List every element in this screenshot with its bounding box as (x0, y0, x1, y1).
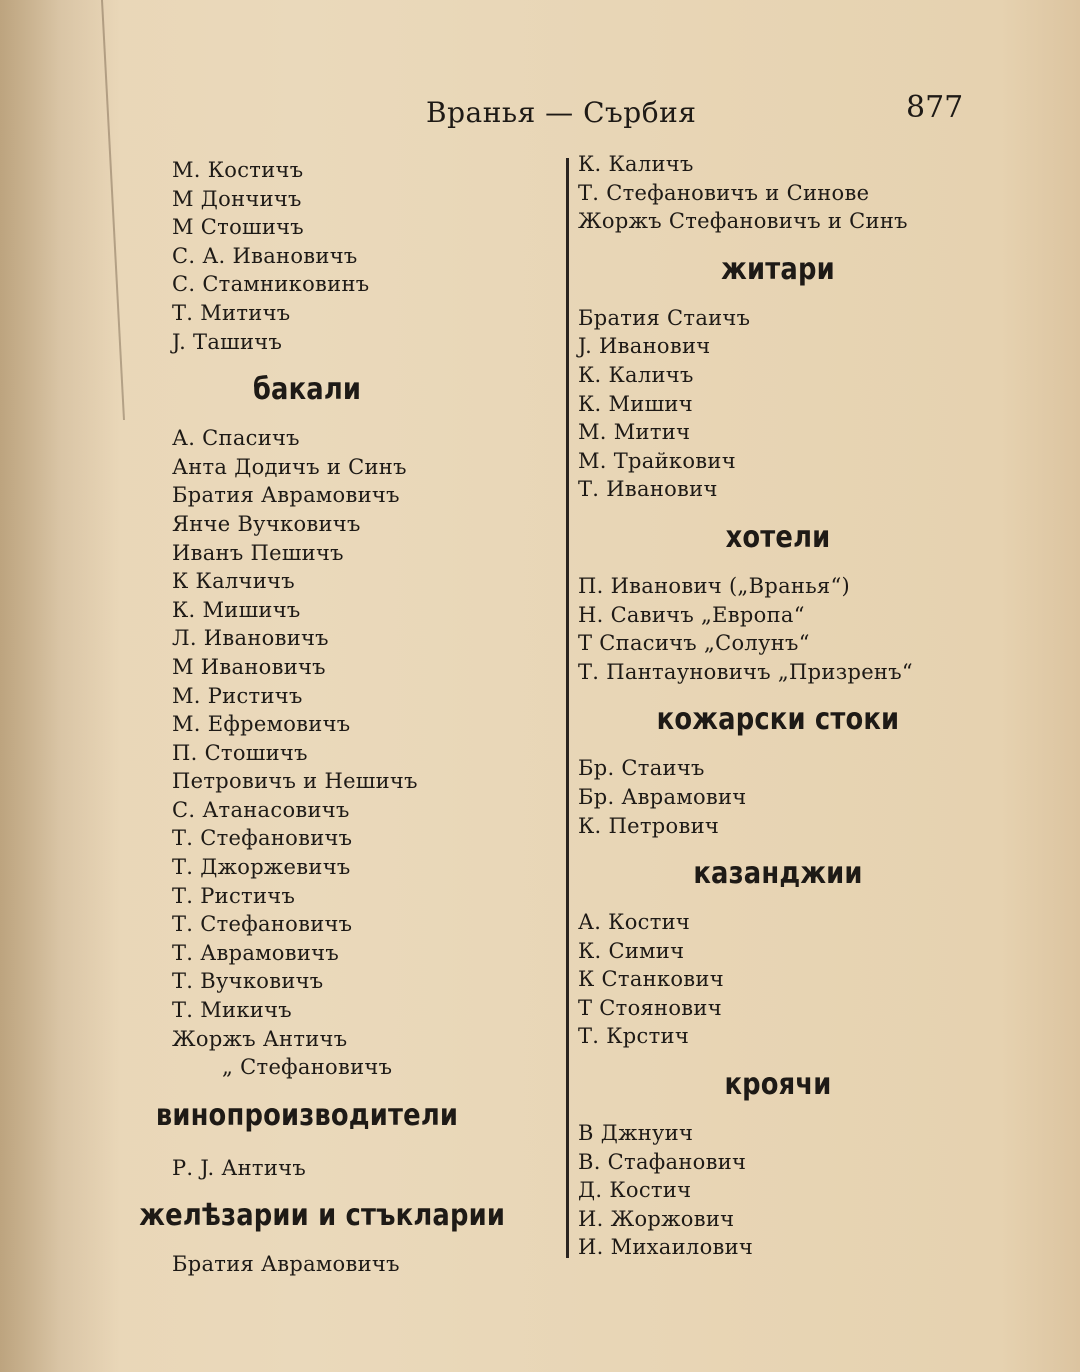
list-item: В Джнуич (578, 1121, 694, 1146)
section-heading-kazandzhii: казанджии (693, 856, 863, 892)
list-item: Р. J. Античъ (172, 1155, 306, 1180)
list-item: С. Стамниковинъ (172, 272, 370, 297)
list-item: Т. Стефановичъ (172, 826, 353, 851)
list-item: И. Михаилович (578, 1235, 754, 1260)
list-item: А. Спасичъ (172, 426, 300, 451)
list-item: М. Костичъ (172, 158, 304, 182)
list-item: Т. Митичъ (172, 300, 291, 325)
list-item: Т. Пантауновичъ „Призренъ“ (578, 659, 913, 684)
list-item: Т. Стефановичъ (172, 912, 353, 937)
column-divider (566, 158, 569, 1258)
list-item: Т. Джоржевичъ (172, 855, 351, 880)
list-item: К Станкович (578, 967, 724, 992)
list-item: К. Мишичъ (172, 597, 301, 622)
list-item: М. Ефремовичъ (172, 712, 351, 737)
list-item: Т Стоянович (578, 995, 722, 1020)
list-item: П. Иванович („Вранья“) (578, 573, 851, 598)
list-item: „ Стефановичъ (222, 1055, 393, 1080)
list-item: J. Ташичъ (172, 329, 283, 354)
list-item: И. Жоржович (578, 1206, 735, 1231)
list-item: Иванъ Пешичъ (172, 540, 344, 565)
list-item: Братия Стаичъ (578, 305, 751, 330)
section-heading-zhitari: житари (721, 251, 835, 287)
list-item: Т. Вучковичъ (172, 969, 324, 994)
list-item: С. Атанасовичъ (172, 797, 350, 822)
list-item: J. Иванович (578, 334, 711, 359)
list-item: Т. Крстич (578, 1024, 690, 1049)
list-item: Бр. Аврамович (578, 784, 747, 809)
page-number: 877 (906, 90, 964, 125)
gutter-shadow (0, 0, 120, 1372)
list-item: Л. Ивановичъ (172, 626, 329, 651)
list-item: С. А. Ивановичъ (172, 243, 358, 268)
list-item: Жоржъ Стефановичъ и Синъ (578, 209, 908, 234)
section-heading-zhelezarii: желѣзарии и стъкларии (139, 1198, 506, 1234)
left-column (139, 156, 562, 1279)
list-item: М Дончичъ (172, 186, 302, 211)
section-heading-kroyachi: кроячи (724, 1067, 832, 1103)
list-item: Т. Ристичъ (172, 883, 296, 908)
list-item: В. Стафанович (578, 1149, 747, 1174)
list-item: Жоржъ Античъ (172, 1026, 348, 1051)
running-header: Вранья — Сърбия (426, 96, 697, 129)
section-heading-hoteli: хотели (725, 519, 831, 555)
list-item: К. Симич (578, 938, 685, 963)
section-heading-bakali: бакали (252, 372, 362, 408)
list-item: К. Каличъ (578, 152, 694, 176)
list-item: Т. Аврамовичъ (172, 940, 339, 965)
list-item: Д. Костич (578, 1178, 692, 1203)
list-item: М Стошичъ (172, 215, 304, 240)
list-item: К. Каличъ (578, 362, 694, 387)
list-item: Янче Вучковичъ (172, 511, 361, 536)
list-item: М. Ристичъ (172, 683, 303, 708)
section-heading-vinoproizvoditeli: винопроизводители (155, 1097, 459, 1133)
list-item: Т. Микичъ (172, 998, 292, 1023)
list-item: Петровичъ и Нешичъ (172, 769, 418, 794)
list-item: Т. Стефановичъ и Синове (578, 180, 870, 205)
list-item: А. Костич (578, 910, 691, 935)
list-item: Братия Аврамовичъ (172, 1252, 400, 1277)
list-item: Братия Аврамовичъ (172, 483, 400, 508)
list-item: Н. Савичъ „Европа“ (578, 602, 805, 627)
list-item: К. Мишич (578, 391, 693, 416)
list-item: Бр. Стаичъ (578, 756, 705, 781)
list-item: М. Трайкович (578, 448, 736, 473)
list-item: Т. Иванович (578, 477, 718, 502)
list-item: Анта Додичъ и Синъ (172, 454, 407, 479)
list-item: Т Спасичъ „Солунъ“ (578, 631, 810, 656)
list-item: М Ивановичъ (172, 654, 326, 679)
section-heading-kozharski-stoki: кожарски стоки (656, 702, 900, 738)
list-item: П. Стошичъ (172, 740, 308, 765)
list-item: М. Митич (578, 420, 691, 445)
right-column (578, 150, 998, 1262)
list-item: К. Петрович (578, 813, 720, 838)
list-item: К Калчичъ (172, 569, 295, 594)
